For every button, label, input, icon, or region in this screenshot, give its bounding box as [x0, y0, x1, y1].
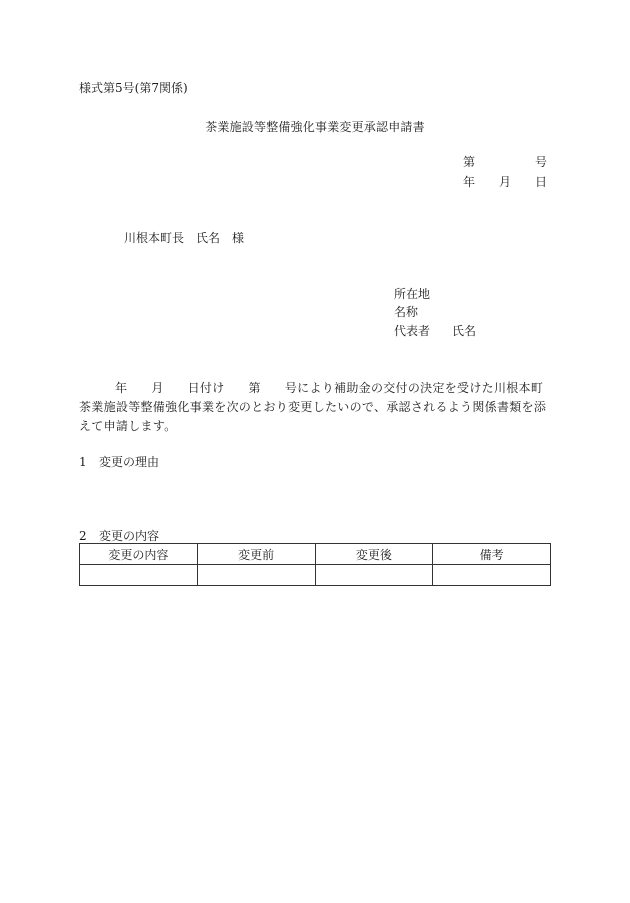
- table-header-row: [80, 544, 551, 565]
- section-number: 2: [79, 529, 87, 543]
- body-dated: 日付け: [187, 381, 225, 395]
- application-body-text: [79, 379, 553, 436]
- table-cell-before[interactable]: [197, 565, 315, 586]
- body-dai: 第: [248, 381, 261, 395]
- section-number: 1: [79, 455, 87, 469]
- applicant-address-label: 所在地: [394, 287, 431, 301]
- applicant-name-label: 名称: [394, 305, 419, 319]
- section-change-content: [79, 529, 159, 543]
- column-header-remarks: 備考: [433, 544, 551, 565]
- applicant-representative-name-label: 氏名: [452, 324, 477, 338]
- change-content-table: [79, 543, 551, 586]
- column-header-change-content: 変更の内容: [80, 544, 198, 565]
- date-year-label: 年: [463, 175, 476, 189]
- document-title: 茶業施設等整備強化事業変更承認申請書: [205, 120, 425, 134]
- table-row: [80, 565, 551, 586]
- section-change-reason: [79, 455, 159, 469]
- applicant-representative-label: 代表者: [394, 324, 431, 338]
- section-title: 変更の内容: [99, 529, 160, 543]
- body-year: 年: [115, 381, 128, 395]
- body-month: 月: [151, 381, 164, 395]
- addressee: 川根本町長 氏名 様: [124, 231, 245, 245]
- form-number: 様式第5号(第7関係): [79, 81, 188, 95]
- doc-number-suffix: 号: [535, 155, 548, 169]
- column-header-after: 変更後: [315, 544, 433, 565]
- column-header-before: 変更前: [197, 544, 315, 565]
- table-cell-remarks[interactable]: [433, 565, 551, 586]
- body-rest: 号により補助金の交付の決定を受けた川根本町茶業施設等整備強化事業を次のとおり変更したいので、承認されるよう関係書類を添えて申請します。: [79, 381, 547, 433]
- table-cell-after[interactable]: [315, 565, 433, 586]
- doc-number-prefix: 第: [463, 155, 476, 169]
- date-month-label: 月: [499, 175, 512, 189]
- section-title: 変更の理由: [99, 455, 160, 469]
- table-cell-change-content[interactable]: [80, 565, 198, 586]
- date-day-label: 日: [535, 175, 548, 189]
